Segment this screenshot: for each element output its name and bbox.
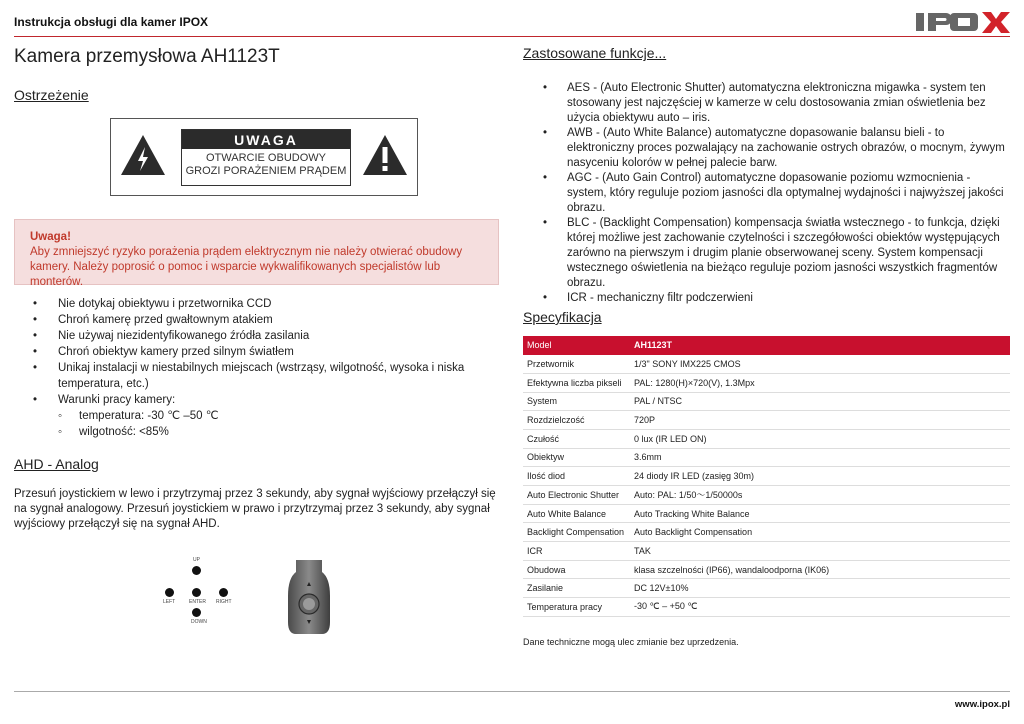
list-item: • AES - (Auto Electronic Shutter) automatyczna elektroniczna migawka - system ten stosowany jest najczęściej w kamerze w celu dostosowania zmian oświetlenia bez użycia obiektywu auto – iris.: [523, 81, 1010, 126]
page-title: Kamera przemysłowa AH1123T: [14, 46, 280, 67]
table-row: [523, 392, 1010, 411]
spec-heading: Specyfikacja: [523, 309, 602, 325]
table-row: [523, 467, 1010, 486]
joystick-right-label: RIGHT: [216, 599, 232, 605]
spec-key: Efektywna liczba pikseli: [523, 373, 630, 392]
spec-key: Zasilanie: [523, 579, 630, 598]
spec-key: Auto White Balance: [523, 504, 630, 523]
table-row: [523, 542, 1010, 561]
spec-value: 24 diody IR LED (zasięg 30m): [630, 467, 1010, 486]
spec-table: [523, 336, 1010, 617]
spec-value: Auto Backlight Compensation: [630, 523, 1010, 542]
warning-panel: [181, 129, 351, 186]
list-item: • BLC - (Backlight Compensation) kompensacja światła wstecznego - to funkcja, dzięki której możliwe jest zachowanie czytelności i szczegółowości obiektów występujących zarówno na pierwszym i drugim planie obserwowanej sceny. System kompensacji wstecznego oświetlenia na bieżąco reguluje poziom jasności wszystkich fragmentów obrazu.: [523, 216, 1010, 291]
spec-value: -30 ℃ – +50 ℃: [630, 598, 1010, 617]
warning-panel-line2: GROZI PORAŻENIEM PRĄDEM: [185, 165, 347, 177]
spec-key: Obudowa: [523, 560, 630, 579]
alert-text: Aby zmniejszyć ryzyko porażenia prądem elektrycznym nie należy otwierać obudowy kamery. Należy poprosić o pomoc i wsparcie wykwalifikowanych specjalistów lub monterów.: [30, 246, 463, 288]
joystick-diagram: [160, 557, 232, 625]
list-item: • Chroń kamerę przed gwałtownym atakiem: [14, 312, 484, 328]
spec-value: PAL: 1280(H)×720(V), 1.3Mpx: [630, 373, 1010, 392]
alert-title: Uwaga!: [30, 231, 71, 243]
spec-key: Obiektyw: [523, 448, 630, 467]
list-item: • Warunki pracy kamery:: [14, 392, 484, 408]
warning-heading: Ostrzeżenie: [14, 87, 89, 103]
list-item: • AWB - (Auto White Balance) automatyczne dopasowanie balansu bieli - to elektroniczny proces pozwalający na zachowanie ostrych obrazów, o mocnym, żywym nasyceniu kolorów w pełnej palecie barw.: [523, 126, 1010, 171]
functions-heading: Zastosowane funkcje...: [523, 45, 667, 61]
spec-key: Model: [523, 336, 630, 355]
ipox-logo: [916, 10, 1010, 34]
ahd-heading: AHD - Analog: [14, 456, 99, 472]
spec-key: ICR: [523, 542, 630, 561]
footer-url[interactable]: www.ipox.pl: [954, 699, 1010, 710]
table-row: [523, 560, 1010, 579]
functions-list: [523, 81, 1010, 306]
high-voltage-icon: [119, 133, 167, 177]
joystick-up-dot: [192, 566, 201, 575]
spec-value: PAL / NTSC: [630, 392, 1010, 411]
joystick-up-label: UP: [193, 557, 200, 563]
table-row: [523, 523, 1010, 542]
spec-value: 1/3" SONY IMX225 CMOS: [630, 355, 1010, 374]
joystick-down-label: DOWN: [191, 619, 207, 625]
warning-panel-title: UWAGA: [182, 130, 350, 149]
spec-value: TAK: [630, 542, 1010, 561]
joystick-enter-label: ENTER: [189, 599, 206, 605]
spec-note: Dane techniczne mogą ulec zmianie bez uprzedzenia.: [523, 637, 739, 647]
list-item: • Nie używaj niezidentyfikowanego źródła zasilania: [14, 328, 484, 344]
spec-value: Auto Tracking White Balance: [630, 504, 1010, 523]
joystick-photo-icon: [288, 560, 330, 634]
joystick-enter-dot: [192, 588, 201, 597]
list-sub-item: ◦ wilgotność: <85%: [14, 424, 484, 440]
table-row: [523, 504, 1010, 523]
list-sub-item: ◦ temperatura: -30 ℃ –50 ℃: [14, 408, 484, 424]
list-item: • Nie dotykaj obiektywu i przetwornika CCD: [14, 296, 484, 312]
joystick-down-dot: [192, 608, 201, 617]
table-row: [523, 336, 1010, 355]
joystick-left-label: LEFT: [163, 599, 176, 605]
table-row: [523, 486, 1010, 505]
table-row: [523, 429, 1010, 448]
header-title: Instrukcja obsługi dla kamer IPOX: [14, 15, 209, 29]
spec-key: Temperatura pracy: [523, 598, 630, 617]
spec-key: Backlight Compensation: [523, 523, 630, 542]
table-row: [523, 598, 1010, 617]
spec-value: Auto: PAL: 1/50～1/50000s: [630, 486, 1010, 505]
spec-value: AH1123T: [630, 336, 1010, 355]
spec-value: klasa szczelności (IP66), wandaloodporna (IK06): [630, 560, 1010, 579]
spec-key: Przetwornik: [523, 355, 630, 374]
joystick-left-dot: [165, 588, 174, 597]
spec-value: DC 12V±10%: [630, 579, 1010, 598]
joystick-right-dot: [219, 588, 228, 597]
list-item: • Chroń obiektyw kamery przed silnym światłem: [14, 344, 484, 360]
spec-value: 0 lux (IR LED ON): [630, 429, 1010, 448]
footer-divider: [14, 691, 1010, 692]
header-divider: [14, 36, 1010, 37]
warning-label: [110, 118, 418, 196]
table-row: [523, 373, 1010, 392]
table-row: [523, 579, 1010, 598]
exclamation-icon: [361, 133, 409, 177]
list-item: • Unikaj instalacji w niestabilnych miejscach (wstrząsy, wilgotność, wysoka i niska temperatura, etc.): [14, 360, 484, 392]
list-item: • AGC - (Auto Gain Control) automatyczne dopasowanie poziomu wzmocnienia - system, który reguluje poziom jasności dla optymalnej wydajności i najwyższej jakości obrazu.: [523, 171, 1010, 216]
spec-key: Auto Electronic Shutter: [523, 486, 630, 505]
spec-value: 720P: [630, 411, 1010, 430]
spec-key: System: [523, 392, 630, 411]
table-row: [523, 411, 1010, 430]
list-item: • ICR - mechaniczny filtr podczerwieni: [523, 291, 1010, 306]
spec-key: Czułość: [523, 429, 630, 448]
spec-key: Ilość diod: [523, 467, 630, 486]
table-row: [523, 355, 1010, 374]
warning-panel-line1: OTWARCIE OBUDOWY: [206, 152, 326, 164]
table-row: [523, 448, 1010, 467]
precautions-list: [14, 296, 484, 440]
ahd-description: Przesuń joystickiem w lewo i przytrzymaj przez 3 sekundy, aby sygnał wyjściowy przełączył się na sygnał analogowy. Przesuń joystickiem w prawo i przytrzymaj przez 3 sekundy, aby sygnał wyjściowy przełączył się na sygnał AHD.: [14, 488, 496, 530]
spec-value: 3.6mm: [630, 448, 1010, 467]
spec-key: Rozdzielczość: [523, 411, 630, 430]
alert-box: [14, 219, 499, 288]
